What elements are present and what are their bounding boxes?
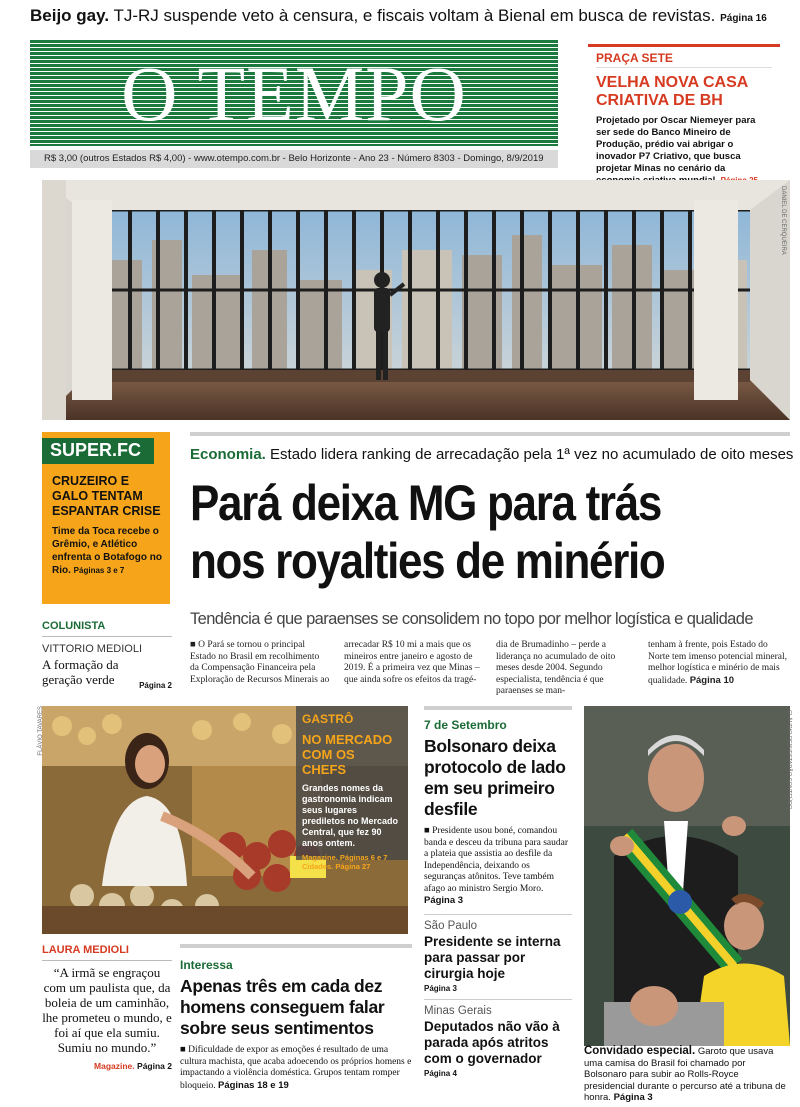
colunista-box[interactable] <box>42 620 172 700</box>
parade-photo <box>584 706 790 1046</box>
main-col-2: arrecadar R$ 10 mi a mais que os mineiros entre janeiro e agosto de 2019. É a primeira vez que Minas – que ainda sofre os efeitos da tragé- <box>344 640 480 685</box>
main-photo[interactable] <box>42 180 790 420</box>
interessa-kicker: Interessa <box>180 958 233 972</box>
laura-box[interactable] <box>42 944 172 1104</box>
bolsonaro-photo[interactable] <box>584 706 790 1046</box>
minas-page: Página 4 <box>424 1068 457 1078</box>
bolsonaro-photo-credit: CLÁUDIO REIS/ESTADÃO CONTEÚDO <box>786 710 792 810</box>
praca-headline: VELHA NOVA CASA CRIATIVA DE BH <box>596 74 748 109</box>
main-kicker: Economia. <box>190 446 266 463</box>
interessa-body: ■ Dificuldade de expor as emoções é resultado de uma cultura machista, que acaba adoecendo os próprios homens e impactando a violência doméstica. Grupos tentam romper bloqueio. Páginas 18 e 19 <box>180 1045 412 1091</box>
divider <box>424 999 572 1000</box>
setembro-page: Página 3 <box>424 895 464 906</box>
superfc-body: Time da Toca recebe o Grêmio, e Atlético enfrenta o Botafogo no Rio. Páginas 3 e 7 <box>52 526 162 576</box>
main-headline[interactable] <box>190 474 788 590</box>
laura-kicker: LAURA MEDIOLI <box>42 944 172 961</box>
main-col-1: ■ O Pará se tornou o principal Estado no Brasil em recolhimento da Compensação Financeira pela Exploração de Recursos Minerais ao <box>190 640 330 685</box>
gastro-box[interactable] <box>296 706 408 871</box>
main-headline-line-1: Pará deixa MG para trás <box>190 475 662 531</box>
main-col-4: tenham à frente, pois Estado do Norte tem imenso potencial mineral, melhor logística e minério de mais qualidade. Página 10 <box>648 640 788 686</box>
superfc-box[interactable] <box>42 432 170 604</box>
building-window-photo <box>42 180 790 420</box>
teaser-text: TJ-RJ suspende veto à censura, e fiscais voltam à Bienal em busca de revistas. <box>113 6 716 25</box>
main-subhead: Tendência é que paraenses se consolidem no topo por melhor logística e qualidade <box>190 610 753 628</box>
laura-section: Magazine. <box>94 1061 135 1071</box>
main-kicker-line <box>190 446 794 463</box>
gastro-headline: NO MERCADO COM OS CHEFS <box>302 732 393 777</box>
saopaulo-page: Página 3 <box>424 983 457 993</box>
main-page: Página 10 <box>689 674 735 686</box>
superfc-headline: CRUZEIRO E GALO TENTAM ESPANTAR CRISE <box>52 474 161 518</box>
caption-kicker: Convidado especial. <box>584 1045 696 1057</box>
colunista-page: Página 2 <box>139 681 172 690</box>
setembro-box[interactable] <box>424 706 572 1106</box>
gastro-pages: Magazine. Páginas 6 e 7 Cidades. Página 27 <box>302 853 388 871</box>
setembro-headline: Bolsonaro deixa protocolo de lado em seu primeiro desfile <box>424 736 566 819</box>
laura-page-line <box>42 1061 172 1071</box>
edition-info: R$ 3,00 (outros Estados R$ 4,00) - www.otempo.com.br - Belo Horizonte - Ano 23 - Número 8303 - Domingo, 8/9/2019 <box>30 150 558 168</box>
top-teaser[interactable] <box>30 6 790 32</box>
superfc-page: Páginas 3 e 7 <box>73 566 125 575</box>
praca-body: Projetado por Oscar Niemeyer para ser sede do Banco Mineiro de Produção, prédio vai abrigar o inovador P7 Criativo, que busca projetar Minas no cenário da <box>596 115 772 187</box>
colunista-name: VITTORIO MEDIOLI <box>42 643 143 655</box>
laura-quote: “A irmã se engraçou com um paulista que, da boleia de um caminhão, lhe prometeu o mundo, e foi aí que ela sumiu. Sumiu no mundo.” <box>42 965 172 1055</box>
main-kicker-text: Estado lidera ranking de arrecadação pela 1ª vez no acumulado de oito meses <box>270 446 794 463</box>
minas-kicker: Minas Gerais <box>424 1004 492 1017</box>
gastro-body: Grandes nomes da gastronomia indicam seus lugares prediletos no Mercado Central, que fez 90 anos ontem. <box>302 783 399 848</box>
interessa-box[interactable] <box>180 944 412 1104</box>
praca-sete-box[interactable] <box>588 44 780 178</box>
bolsonaro-caption <box>584 1046 790 1104</box>
caption-page: Página 3 <box>613 1092 653 1103</box>
praca-kicker: PRAÇA SETE <box>596 51 772 68</box>
gastro-kicker: GASTRÔ <box>302 712 354 726</box>
teaser-kicker: Beijo gay. <box>30 6 110 25</box>
colunista-title: A formação da geração verde <box>42 657 119 687</box>
main-col-3: dia de Brumadinho – perde a liderança no acumulado de oito meses desde 2004. Segundo especialista, tendência é que paraenses se man- <box>496 640 616 696</box>
main-body-columns <box>190 640 790 698</box>
section-rule <box>190 432 790 436</box>
main-headline-line-2: nos royalties de minério <box>190 533 665 589</box>
photo-credit: DANIEL DE CERQUEIRA <box>780 186 786 255</box>
setembro-body: ■ Presidente usou boné, comandou banda e desceu da tribuna para saudar a plateia que assistia ao desfile da Independência, deixando os seguranças atônitos. Teve também afago ao ministro Sergio Moro. Página 3 <box>424 826 569 906</box>
laura-page: Página 2 <box>137 1061 172 1071</box>
interessa-headline: Apenas três em cada dez homens conseguem falar sobre seus sentimentos <box>180 976 385 1038</box>
masthead-title[interactable]: O TEMPO <box>121 50 467 137</box>
setembro-kicker: 7 de Setembro <box>424 718 507 732</box>
minas-headline[interactable]: Deputados não vão à parada após atritos com o governador <box>424 1018 560 1066</box>
superfc-tag: SUPER.FC <box>42 438 154 464</box>
saopaulo-kicker: São Paulo <box>424 919 478 932</box>
caption-text: Garoto que usava uma camisa do Brasil foi chamado por Bolsonaro para subir ao Rolls-Royce presidencial durante o percurso até a tribuna de honra. <box>584 1046 786 1103</box>
saopaulo-headline[interactable]: Presidente se interna para passar por cirurgia hoje <box>424 933 561 981</box>
teaser-page: Página 16 <box>720 13 767 24</box>
interessa-page: Páginas 18 e 19 <box>218 1079 289 1091</box>
divider <box>424 914 572 915</box>
gastro-photo-credit: FLÁVIO TAVARES <box>38 706 44 756</box>
colunista-kicker: COLUNISTA <box>42 620 172 637</box>
